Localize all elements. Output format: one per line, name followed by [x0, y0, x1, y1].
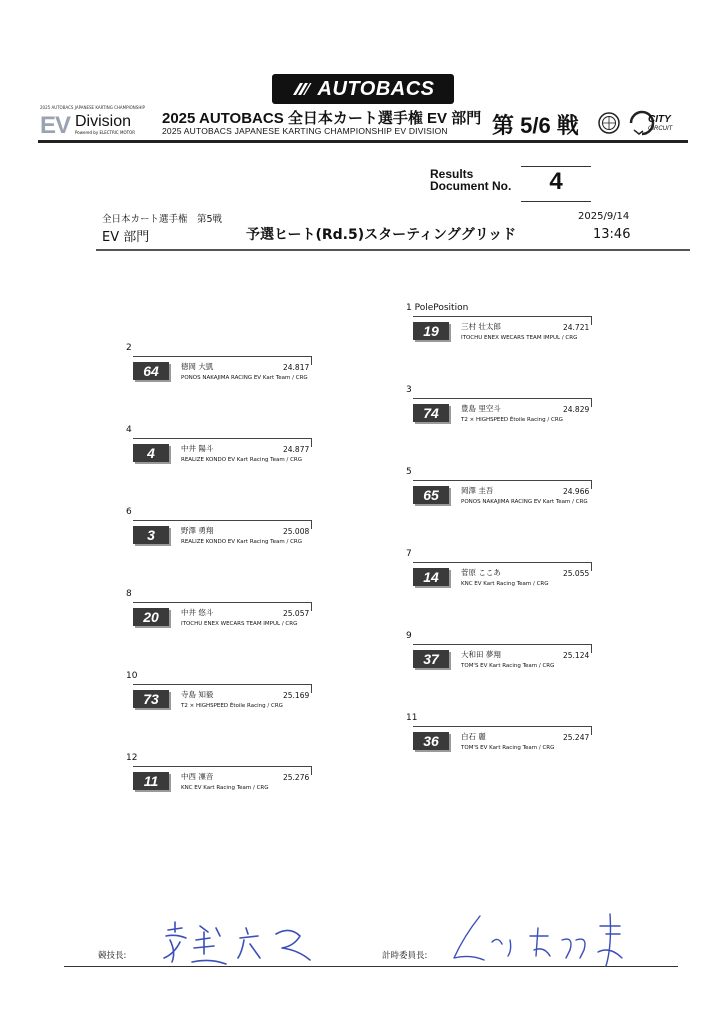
- steward-signature: [160, 918, 320, 968]
- jaf-logo-icon: [598, 112, 620, 134]
- ev-logo-powered: Powered by ELECTRIC MOTOR: [75, 130, 135, 135]
- grid-position: 12: [126, 753, 138, 763]
- driver-name: 白石 麗: [461, 732, 486, 741]
- kart-number: 11: [133, 772, 169, 790]
- grid-slot-12: [126, 753, 323, 812]
- kart-number: 19: [413, 322, 449, 340]
- ev-logo-division: Division: [75, 113, 132, 130]
- grid-slot-2: [126, 343, 323, 402]
- grid-position: 1 PolePosition: [406, 303, 469, 313]
- grid-slot-8: [126, 589, 323, 648]
- svg-text:CIRCUIT: CIRCUIT: [648, 126, 673, 132]
- driver-name: 中井 陽斗: [181, 444, 214, 453]
- grid-position: 6: [126, 507, 132, 517]
- kart-number: 36: [413, 732, 449, 750]
- team-name: ITOCHU ENEX WECARS TEAM IMPUL / CRG: [181, 621, 298, 627]
- lap-time: 25.124: [563, 651, 590, 660]
- document-title: 予選ヒート(Rd.5)スターティンググリッド: [246, 227, 517, 243]
- team-name: TOM'S EV Kart Racing Team / CRG: [461, 745, 555, 751]
- autobacs-wing-icon: [292, 81, 312, 97]
- lap-time: 25.169: [283, 691, 310, 700]
- grid-position: 5: [406, 467, 412, 477]
- lap-time: 25.008: [283, 527, 310, 536]
- driver-name: 菅原 ここあ: [461, 568, 501, 577]
- championship-title-en: 2025 AUTOBACS JAPANESE KARTING CHAMPIONSHIP EV DIVISION: [162, 126, 448, 136]
- ev-logo-ev: EV: [40, 112, 71, 139]
- grid-position: 8: [126, 589, 132, 599]
- grid-position: 10: [126, 671, 138, 681]
- team-name: KNC EV Kart Racing Team / CRG: [181, 785, 269, 791]
- grid-position: 9: [406, 631, 412, 641]
- ev-logo-top-text: 2025 AUTOBACS JAPANESE KARTING CHAMPIONSHIP: [40, 105, 145, 110]
- results-label-line1: Results: [430, 167, 474, 181]
- steward-label: 競技長:: [98, 951, 127, 961]
- kart-number: 4: [133, 444, 169, 462]
- kart-number: 74: [413, 404, 449, 422]
- team-name: PONOS NAKAJIMA RACING EV Kart Team / CRG: [181, 375, 308, 381]
- document-number: 4: [549, 168, 563, 195]
- grid-position: 7: [406, 549, 412, 559]
- footer-divider: [64, 966, 678, 967]
- grid-position: 11: [406, 713, 418, 723]
- grid-slot-10: [126, 671, 323, 730]
- lap-time: 24.817: [283, 363, 310, 372]
- team-name: REALIZE KONDO EV Kart Racing Team / CRG: [181, 457, 302, 463]
- championship-round: 全日本カート選手権 第5戦: [102, 214, 223, 225]
- driver-name: 大和田 夢翔: [461, 650, 501, 659]
- grid-slot-6: [126, 507, 323, 566]
- team-name: T2 × HIGHSPEED Étoile Racing / CRG: [461, 417, 563, 423]
- grid-position: 3: [406, 385, 412, 395]
- driver-name: 寺島 知毅: [181, 690, 214, 699]
- brand-name: AUTOBACS: [317, 77, 435, 100]
- division-label: EV 部門: [102, 230, 150, 245]
- team-name: TOM'S EV Kart Racing Team / CRG: [461, 663, 555, 669]
- lap-time: 25.276: [283, 773, 310, 782]
- driver-name: 徳岡 大凱: [181, 362, 214, 371]
- driver-name: 岡澤 圭吾: [461, 486, 494, 495]
- kart-number: 14: [413, 568, 449, 586]
- lap-time: 24.966: [563, 487, 590, 496]
- grid-position: 4: [126, 425, 132, 435]
- lap-time: 24.829: [563, 405, 590, 414]
- grid-slot-1: [406, 303, 603, 362]
- lap-time: 25.057: [283, 609, 310, 618]
- document-date: 2025/9/14: [578, 211, 630, 222]
- team-name: KNC EV Kart Racing Team / CRG: [461, 581, 549, 587]
- document-time: 13:46: [593, 227, 631, 242]
- kart-number: 73: [133, 690, 169, 708]
- round-label: 第 5/6 戦: [492, 113, 579, 138]
- timekeeper-signature: [450, 906, 630, 972]
- kart-number: 20: [133, 608, 169, 626]
- kart-number: 64: [133, 362, 169, 380]
- lap-time: 25.055: [563, 569, 590, 578]
- header-divider: [38, 140, 688, 143]
- grid-slot-9: [406, 631, 603, 690]
- driver-name: 豊島 里空斗: [461, 404, 501, 413]
- team-name: ITOCHU ENEX WECARS TEAM IMPUL / CRG: [461, 335, 578, 341]
- kart-number: 3: [133, 526, 169, 544]
- results-label-line2: Document No.: [430, 179, 512, 193]
- team-name: REALIZE KONDO EV Kart Racing Team / CRG: [181, 539, 302, 545]
- lap-time: 25.247: [563, 733, 590, 742]
- championship-title-jp: 2025 AUTOBACS 全日本カート選手権 EV 部門: [162, 110, 482, 127]
- lap-time: 24.877: [283, 445, 310, 454]
- driver-name: 中井 悠斗: [181, 608, 214, 617]
- driver-name: 野澤 勇翔: [181, 526, 214, 535]
- timekeeper-label: 計時委員長:: [382, 951, 428, 961]
- ev-division-logo: [40, 105, 145, 110]
- results-label: [430, 168, 511, 192]
- team-name: T2 × HIGHSPEED Étoile Racing / CRG: [181, 703, 283, 709]
- driver-name: 中西 凜音: [181, 772, 214, 781]
- team-name: PONOS NAKAJIMA RACING EV Kart Team / CRG: [461, 499, 588, 505]
- grid-slot-3: [406, 385, 603, 444]
- grid-slot-4: [126, 425, 323, 484]
- city-circuit-logo-icon: [628, 110, 686, 136]
- autobacs-logo: [272, 74, 454, 104]
- kart-number: 65: [413, 486, 449, 504]
- grid-slot-11: [406, 713, 603, 772]
- kart-number: 37: [413, 650, 449, 668]
- grid-slot-5: [406, 467, 603, 526]
- grid-slot-7: [406, 549, 603, 608]
- lap-time: 24.721: [563, 323, 590, 332]
- driver-name: 三村 壮太郎: [461, 322, 501, 331]
- section-divider: [96, 249, 690, 251]
- svg-text:CITY: CITY: [648, 114, 671, 125]
- grid-position: 2: [126, 343, 132, 353]
